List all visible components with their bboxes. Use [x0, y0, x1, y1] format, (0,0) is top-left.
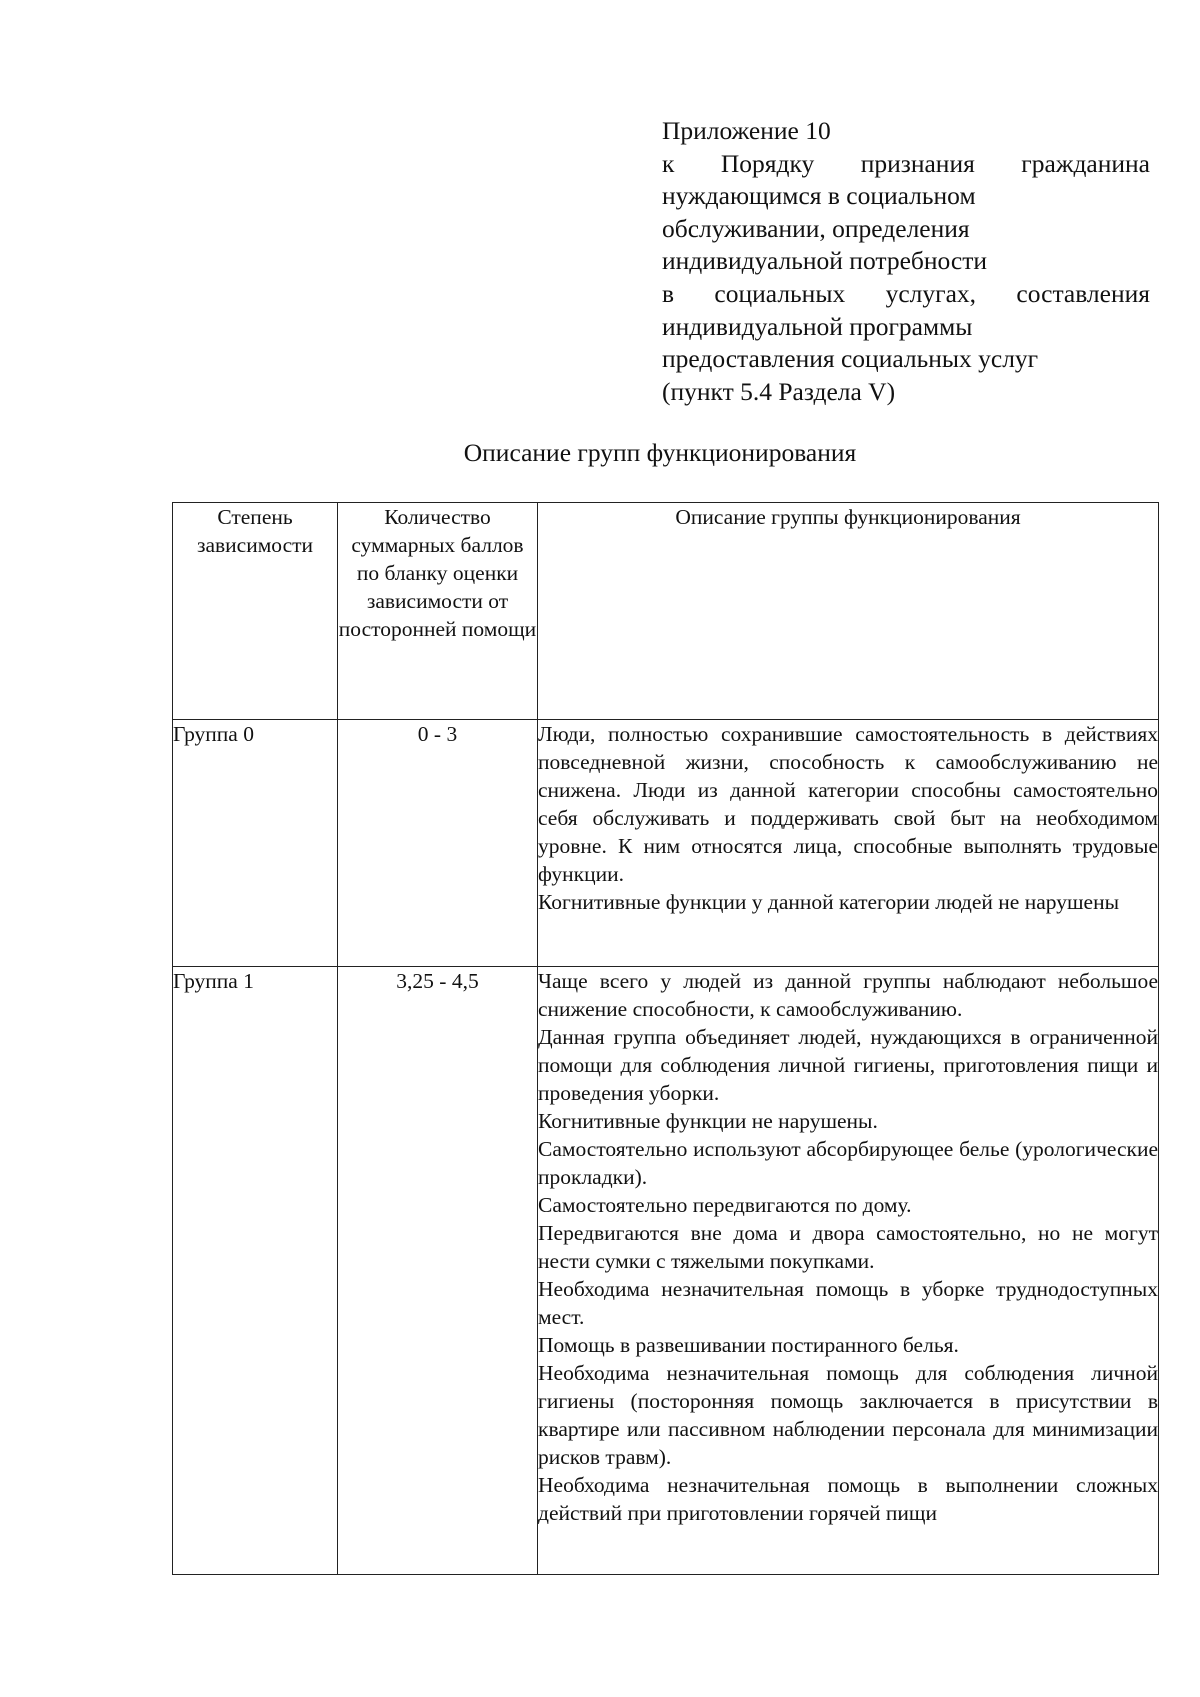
table-header-row	[173, 503, 1159, 720]
description-paragraph: Необходима незначительная помощь в уборке труднодоступных мест.	[538, 1277, 1158, 1329]
appendix-line: нуждающимся в социальном	[662, 181, 976, 211]
description-paragraph: Самостоятельно передвигаются по дому.	[538, 1193, 912, 1217]
appendix-line: в социальных услугах, составления	[662, 278, 1150, 308]
appendix-line: предоставления социальных услуг	[662, 344, 1039, 374]
appendix-line: Приложение 10	[662, 116, 831, 145]
group-name-cell: Группа 1	[173, 967, 338, 1575]
description-paragraph: Передвигаются вне дома и двора самостоятельно, но не могут нести сумки с тяжелыми покупками.	[538, 1221, 1158, 1273]
table-row	[173, 720, 1159, 967]
description-paragraph: Чаще всего у людей из данной группы наблюдают небольшое снижение способности, к самообслуживанию.	[538, 969, 1158, 1021]
appendix-header	[662, 115, 1150, 408]
description-paragraph: Люди, полностью сохранившие самостоятельность в действиях повседневной жизни, способность к самообслуживанию не снижена. Люди из данной категории способны самостоятельно себя обслуживать и поддерживать свой быт на необходимом уровне. К ним относятся лица, способные выполнять трудовые функции.	[538, 722, 1158, 886]
appendix-line: обслуживании, определения	[662, 213, 970, 243]
group-description-cell	[538, 967, 1159, 1575]
score-range-cell: 0 - 3	[338, 720, 538, 967]
table-row	[173, 967, 1159, 1575]
description-paragraph: Помощь в развешивании постиранного белья.	[538, 1333, 959, 1357]
appendix-line: (пункт 5.4 Раздела V)	[662, 376, 896, 406]
description-paragraph: Когнитивные функции у данной категории людей не нарушены	[538, 890, 1120, 914]
header-dependency-degree: Степень зависимости	[173, 503, 338, 720]
description-paragraph: Самостоятельно используют абсорбирующее белье (урологические прокладки).	[538, 1137, 1158, 1189]
appendix-line: индивидуальной программы	[662, 311, 973, 341]
score-range-cell: 3,25 - 4,5	[338, 967, 538, 1575]
group-description-cell	[538, 720, 1159, 967]
appendix-line: индивидуальной потребности	[662, 246, 988, 276]
description-paragraph: Необходима незначительная помощь в выполнении сложных действий при приготовлении горячей пищи	[538, 1473, 1158, 1525]
header-score-total: Количество суммарных баллов по бланку оценки зависимости от посторонней помощи	[338, 503, 538, 720]
description-paragraph: Данная группа объединяет людей, нуждающихся в ограниченной помощи для соблюдения личной гигиены, приготовления пищи и проведения уборки.	[538, 1025, 1158, 1105]
appendix-line: к Порядку признания гражданина	[662, 148, 1150, 178]
description-paragraph: Когнитивные функции не нарушены.	[538, 1109, 878, 1133]
group-name-cell: Группа 0	[173, 720, 338, 967]
functioning-groups-table	[172, 502, 1159, 1575]
description-paragraph: Необходима незначительная помощь для соблюдения личной гигиены (посторонняя помощь заключается в присутствии в квартире или пассивном наблюдении персонала для минимизации рисков травм).	[538, 1361, 1158, 1469]
header-group-description: Описание группы функционирования	[538, 503, 1159, 720]
document-title: Описание групп функционирования	[463, 438, 857, 467]
